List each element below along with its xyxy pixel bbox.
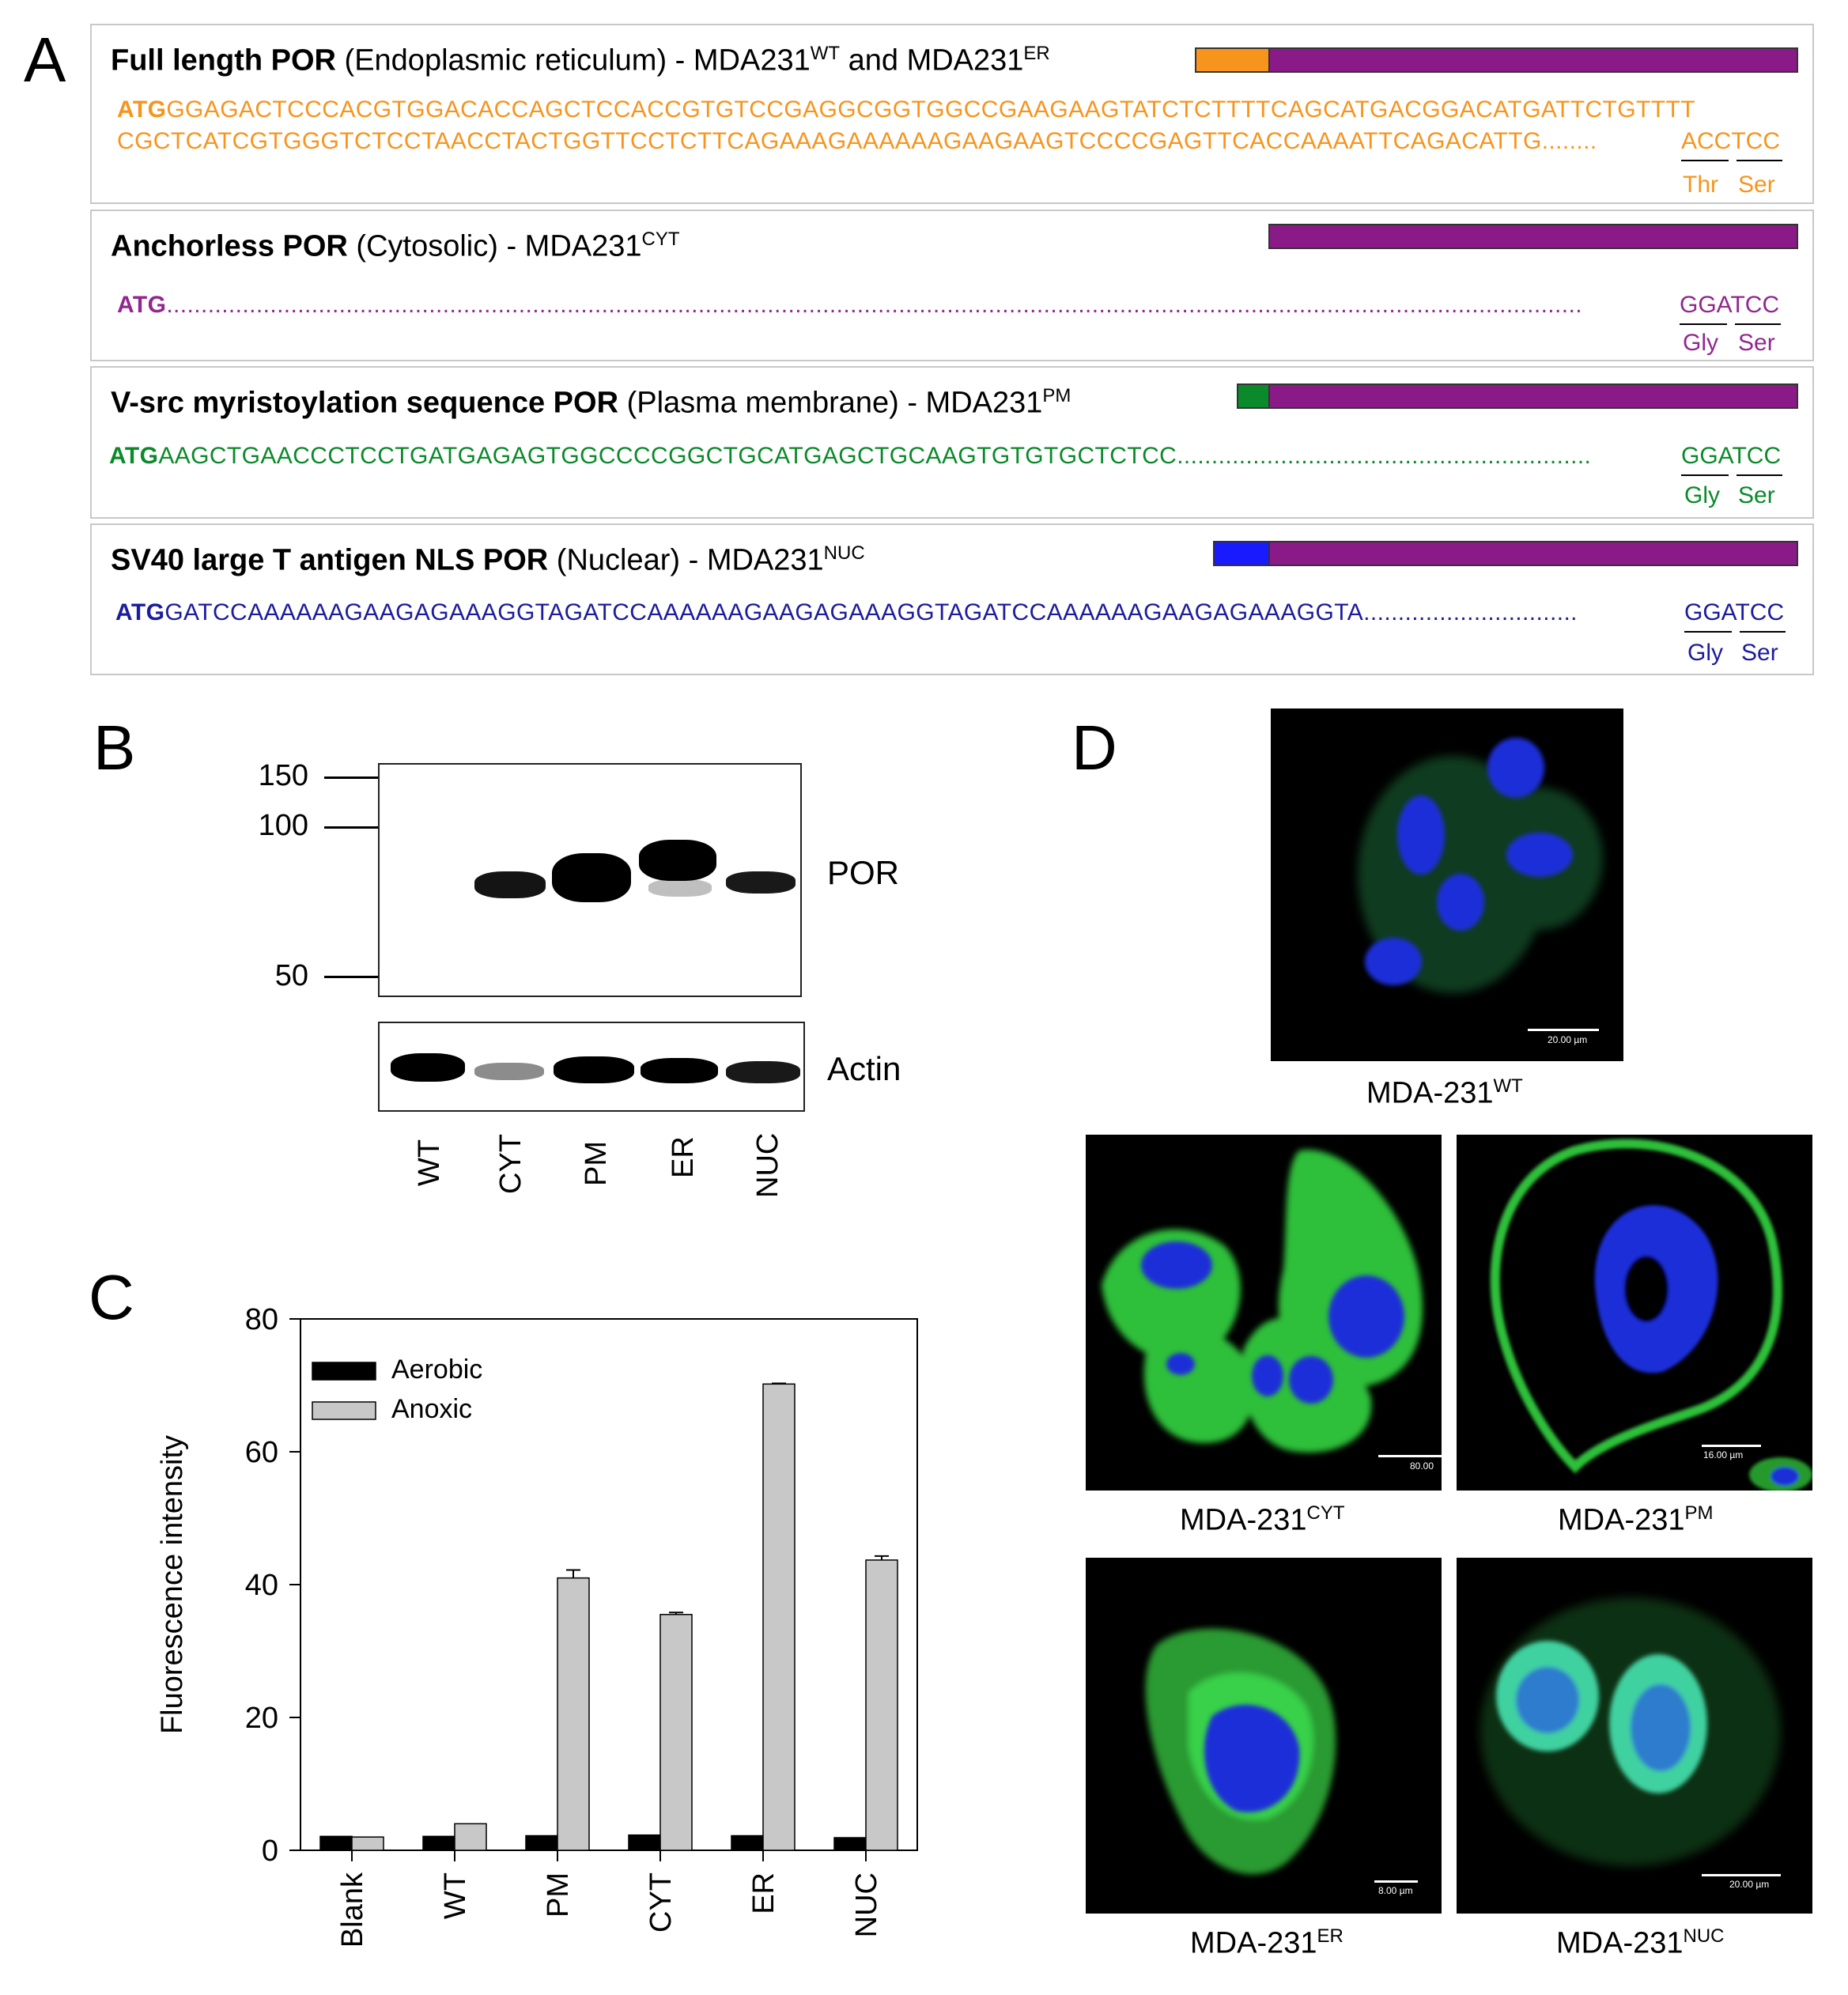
y-tick-label: 20 [244,1702,278,1735]
construct-name: Full length POR [111,43,336,77]
x-tick-label: ER [747,1872,780,1914]
codon-underline [1735,323,1781,325]
band-por-pm [552,853,631,902]
amino-acid-2: Ser [1738,330,1775,356]
codon-underline [1680,323,1727,325]
amino-acid-2: Ser [1738,482,1775,508]
end-codons: ACCTCC [1681,128,1780,154]
y-tick-label: 0 [261,1834,278,1868]
amino-acid-1: Gly [1684,482,1720,508]
mw-marker-100: 100 [258,809,308,842]
amino-acid-1: Thr [1683,172,1718,198]
construct-box-er [90,24,1814,204]
bar-aerobic-er [731,1836,763,1850]
bar-anoxic-wt [455,1823,486,1850]
por-bar [1268,541,1798,566]
band-por-cyt [474,871,546,898]
micrograph-wt-image [1271,708,1623,1061]
construct-location: (Endoplasmic reticulum) - MDA231 [335,43,811,77]
band-actin-pm [554,1056,634,1083]
x-tick-label: CYT [644,1872,678,1933]
micrograph-pm-image [1457,1135,1812,1491]
micrograph-pm [1457,1135,1812,1491]
micrograph-nuc [1457,1558,1812,1914]
sequence-line-2: CGCTCATCGTGGGTCTCCTAACCTACTGGTTCCTCTTCAGAAAGAAAAAAGAAGAAGTCCCCGAGTTCACCAAAATTCAGACATTG........ [117,128,1597,154]
x-tick-label: Blank [336,1872,369,1948]
band-actin-wt [391,1053,465,1082]
end-codons: GGATCC [1680,292,1780,318]
lane-label-pm: PM [580,1141,613,1186]
micrograph-er [1086,1558,1442,1914]
lane-label-nuc: NUC [751,1132,784,1198]
bar-anoxic-nuc [866,1560,898,1850]
mw-tick [324,826,380,829]
codon-underline [1681,160,1729,161]
micrograph-cyt-image [1086,1135,1442,1491]
mw-tick [324,776,380,779]
micrograph-cyt [1086,1135,1442,1491]
targeting-tag-bar [1195,47,1270,73]
scale-bar-label: 16.00 µm [1703,1449,1744,1460]
micrograph-caption-pm: MDA-$231^{PM}$ [1558,1502,1714,1537]
micrograph-caption-wt: MDA-$231^{WT}$ [1366,1075,1523,1110]
panel-letter-b: B [93,712,136,783]
micrograph-wt [1271,708,1623,1061]
panel-letter-d: D [1071,712,1117,783]
band-label-actin: Actin [827,1050,901,1087]
bar-aerobic-blank [320,1836,352,1850]
x-tick-label: WT [439,1872,472,1920]
amino-acid-2: Ser [1738,172,1775,198]
legend-swatch-anoxic [312,1402,376,1419]
bar-anoxic-er [763,1384,795,1850]
panel-letter-c: C [89,1262,134,1332]
lane-label-er: ER [667,1136,700,1178]
legend-label-anoxic: Anoxic [391,1394,473,1424]
construct-title: V-src myristoylation sequence POR (Plasma membrane) - $MDA231^{PM}$ [111,385,1071,420]
band-label-por: POR [827,854,900,891]
por-bar [1268,384,1798,409]
codon-underline [1681,474,1729,476]
bar-aerobic-pm [526,1836,557,1850]
sequence-line-1: ATGGATCCAAAAAAGAAGAGAAAGGTAGATCCAAAAAAGAAGAGAAAGGTAGATCCAAAAAAGAAGAGAAAGGTA............................... [115,599,1578,625]
band-por-er [639,840,716,881]
scale-bar-label: 8.00 µm [1378,1885,1413,1896]
bar-aerobic-wt [423,1836,455,1850]
x-tick-label: PM [542,1872,575,1918]
bar-aerobic-cyt [629,1835,660,1850]
y-axis-label: Fluorescence intensity [156,1434,189,1735]
mw-marker-50: 50 [274,959,308,992]
bar-aerobic-nuc [834,1838,866,1850]
y-tick-label: 80 [244,1303,278,1336]
micrograph-er-image [1086,1558,1442,1914]
y-tick-label: 40 [244,1569,278,1602]
por-blot [378,763,802,997]
scale-bar-label: 80.00 [1410,1460,1434,1472]
por-bar [1268,224,1798,249]
legend-label-aerobic: Aerobic [391,1355,483,1385]
construct-box-pm [90,366,1814,519]
por-bar [1268,47,1798,73]
lane-label-wt: WT [413,1139,446,1186]
codon-underline [1737,474,1782,476]
fluorescence-bar-chart [142,1289,941,1995]
sequence-line-1: ATGGGAGACTCCCACGTGGACACCAGCTCCACCGTGTCCGAGGCGGTGGCCGAAGAAGTATCTCTTTTCAGCATGACGGACATGATTCTGTTTT [117,96,1695,123]
end-codons: GGATCC [1684,599,1785,625]
sequence-line-1: ATGAAGCTGAACCCTCCTGATGAGAGTGGCCCCGGCTGCATGAGCTGCAAGTGTGTGCTCTCC............................................................ [109,443,1592,469]
scale-bar-label: 20.00 µm [1548,1034,1588,1045]
end-codons: GGATCC [1681,443,1782,469]
codon-underline [1684,631,1732,633]
legend-swatch-aerobic [312,1362,376,1380]
construct-title: SV40 large T antigen NLS POR (Nuclear) - $MDA231^{NUC}$ [111,542,865,577]
micrograph-caption-nuc: MDA-$231^{NUC}$ [1556,1925,1725,1960]
band-actin-er [641,1058,718,1083]
mw-tick [324,976,380,978]
construct-sup: ER [1023,43,1050,64]
amino-acid-1: Gly [1687,640,1723,666]
construct-title: Anchorless POR (Cytosolic) - $MDA231^{CYT}$ [111,229,680,263]
micrograph-caption-cyt: MDA-$231^{CYT}$ [1180,1502,1345,1537]
band-por-er-lower [648,879,712,897]
band-actin-cyt [474,1063,544,1080]
codon-underline [1740,631,1786,633]
amino-acid-2: Ser [1741,640,1778,666]
micrograph-nuc-image [1457,1558,1812,1914]
band-por-nuc [726,871,796,894]
sequence-line-1: ATG............................................................................................................................................................................................................. [117,292,1582,318]
scale-bar-label: 20.00 µm [1729,1879,1770,1890]
lane-label-cyt: CYT [494,1134,527,1194]
construct-title [111,43,1050,78]
construct-box-nuc [90,523,1814,675]
bar-anoxic-cyt [660,1615,692,1850]
panel-letter-a: A [24,25,66,95]
band-actin-nuc [726,1061,800,1083]
bar-anoxic-blank [352,1837,384,1850]
codon-underline [1737,160,1782,161]
bar-anoxic-pm [557,1578,589,1850]
construct-mid: and MDA231 [840,43,1024,77]
actin-blot [378,1022,805,1112]
amino-acid-1: Gly [1683,330,1718,356]
mw-marker-150: 150 [258,759,308,792]
targeting-tag-bar [1237,384,1270,409]
micrograph-caption-er: MDA-231ER [1190,1925,1343,1960]
x-tick-label: NUC [850,1872,883,1938]
y-tick-label: 60 [244,1436,278,1469]
construct-box-cyt [90,210,1814,361]
targeting-tag-bar [1213,541,1270,566]
construct-sup: WT [810,43,841,64]
